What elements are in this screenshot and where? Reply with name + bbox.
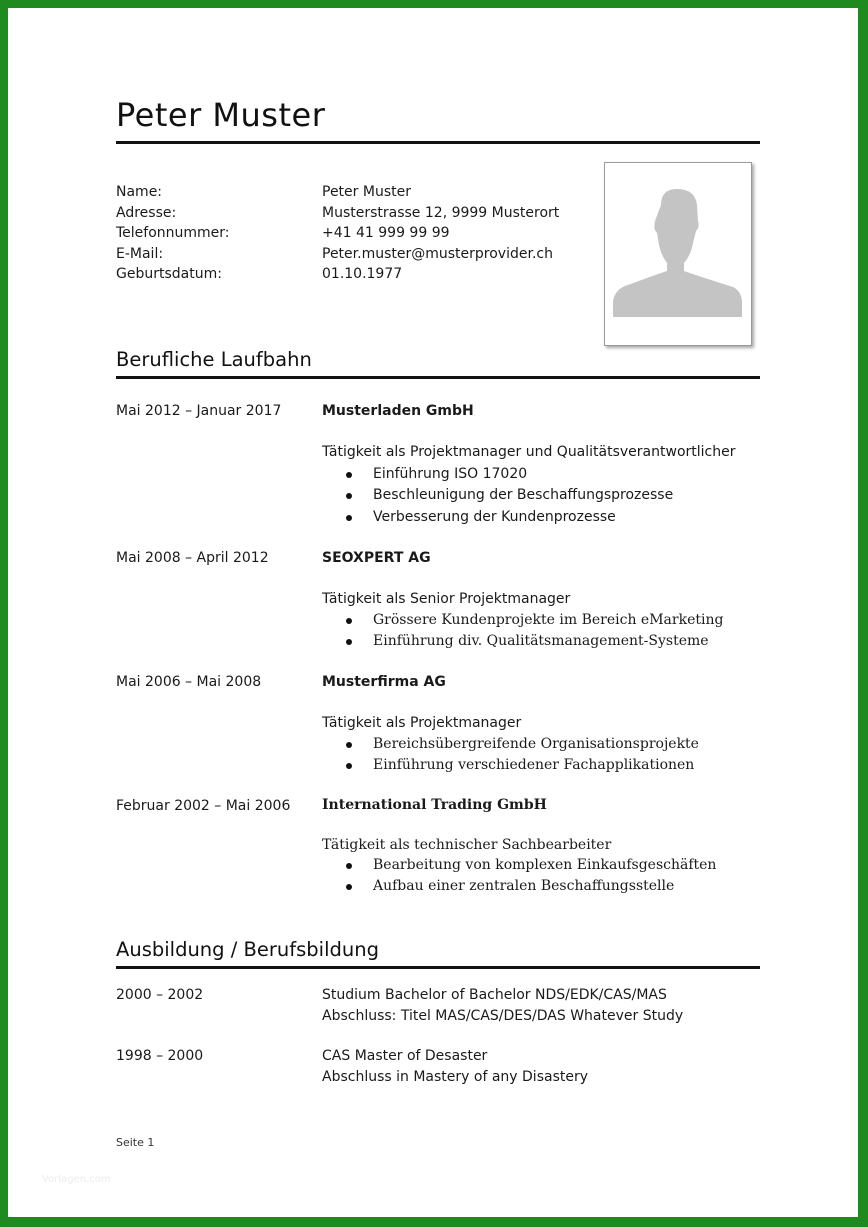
career-bullet: Einführung verschiedener Fachapplikationen — [373, 755, 694, 777]
label-name: Name: — [116, 184, 163, 200]
value-birthdate: 01.10.1977 — [322, 266, 403, 282]
career-bullet: Beschleunigung der Beschaffungsprozesse — [373, 485, 673, 507]
career-bullet: Grössere Kundenprojekte im Bereich eMarketing — [373, 610, 723, 632]
cv-name: Peter Muster — [116, 96, 326, 134]
cv-page — [8, 8, 858, 1217]
person-silhouette-icon — [611, 169, 745, 325]
career-role: Tätigkeit als technischer Sachbearbeiter — [322, 837, 612, 853]
label-phone: Telefonnummer: — [116, 225, 230, 241]
value-name: Peter Muster — [322, 184, 411, 200]
name-rule — [116, 141, 760, 144]
label-email: E-Mail: — [116, 246, 164, 262]
value-email: Peter.muster@musterprovider.ch — [322, 246, 553, 262]
career-role: Tätigkeit als Senior Projektmanager — [322, 591, 571, 607]
career-bullet: Verbesserung der Kundenprozesse — [373, 507, 616, 529]
career-company: SEOXPERT AG — [322, 550, 431, 566]
label-address: Adresse: — [116, 205, 177, 221]
page-number: Seite 1 — [116, 1136, 155, 1149]
value-address: Musterstrasse 12, 9999 Musterort — [322, 205, 560, 221]
value-phone: +41 41 999 99 99 — [322, 225, 450, 241]
section-title-career: Berufliche Laufbahn — [116, 348, 312, 371]
section-title-education: Ausbildung / Berufsbildung — [116, 938, 379, 961]
education-degree: Studium Bachelor of Bachelor NDS/EDK/CAS/MAS — [322, 987, 667, 1003]
watermark: Vorlagen.com — [42, 1174, 111, 1185]
education-qualification: Abschluss in Mastery of any Disastery — [322, 1069, 588, 1085]
career-period: Februar 2002 – Mai 2006 — [116, 798, 291, 814]
career-bullet: Einführung div. Qualitätsmanagement-Systeme — [373, 631, 709, 653]
career-period: Mai 2012 – Januar 2017 — [116, 403, 282, 419]
career-bullet: Aufbau einer zentralen Beschaffungsstelle — [373, 876, 674, 898]
career-bullet: Bearbeitung von komplexen Einkaufsgeschäften — [373, 855, 716, 877]
career-company: Musterladen GmbH — [322, 403, 474, 419]
education-period: 2000 – 2002 — [116, 987, 204, 1003]
career-bullet: Einführung ISO 17020 — [373, 464, 527, 486]
profile-photo — [604, 162, 752, 346]
career-period: Mai 2008 – April 2012 — [116, 550, 269, 566]
career-company: International Trading GmbH — [322, 797, 547, 813]
label-birthdate: Geburtsdatum: — [116, 266, 222, 282]
career-role: Tätigkeit als Projektmanager — [322, 715, 522, 731]
career-company: Musterfirma AG — [322, 674, 446, 690]
career-period: Mai 2006 – Mai 2008 — [116, 674, 262, 690]
education-degree: CAS Master of Desaster — [322, 1048, 488, 1064]
career-bullet: Bereichsübergreifende Organisationsprojekte — [373, 734, 699, 756]
career-role: Tätigkeit als Projektmanager und Qualitätsverantwortlicher — [322, 444, 736, 460]
education-period: 1998 – 2000 — [116, 1048, 204, 1064]
career-rule — [116, 376, 760, 379]
education-rule — [116, 966, 760, 969]
education-qualification: Abschluss: Titel MAS/CAS/DES/DAS Whatever Study — [322, 1008, 684, 1024]
